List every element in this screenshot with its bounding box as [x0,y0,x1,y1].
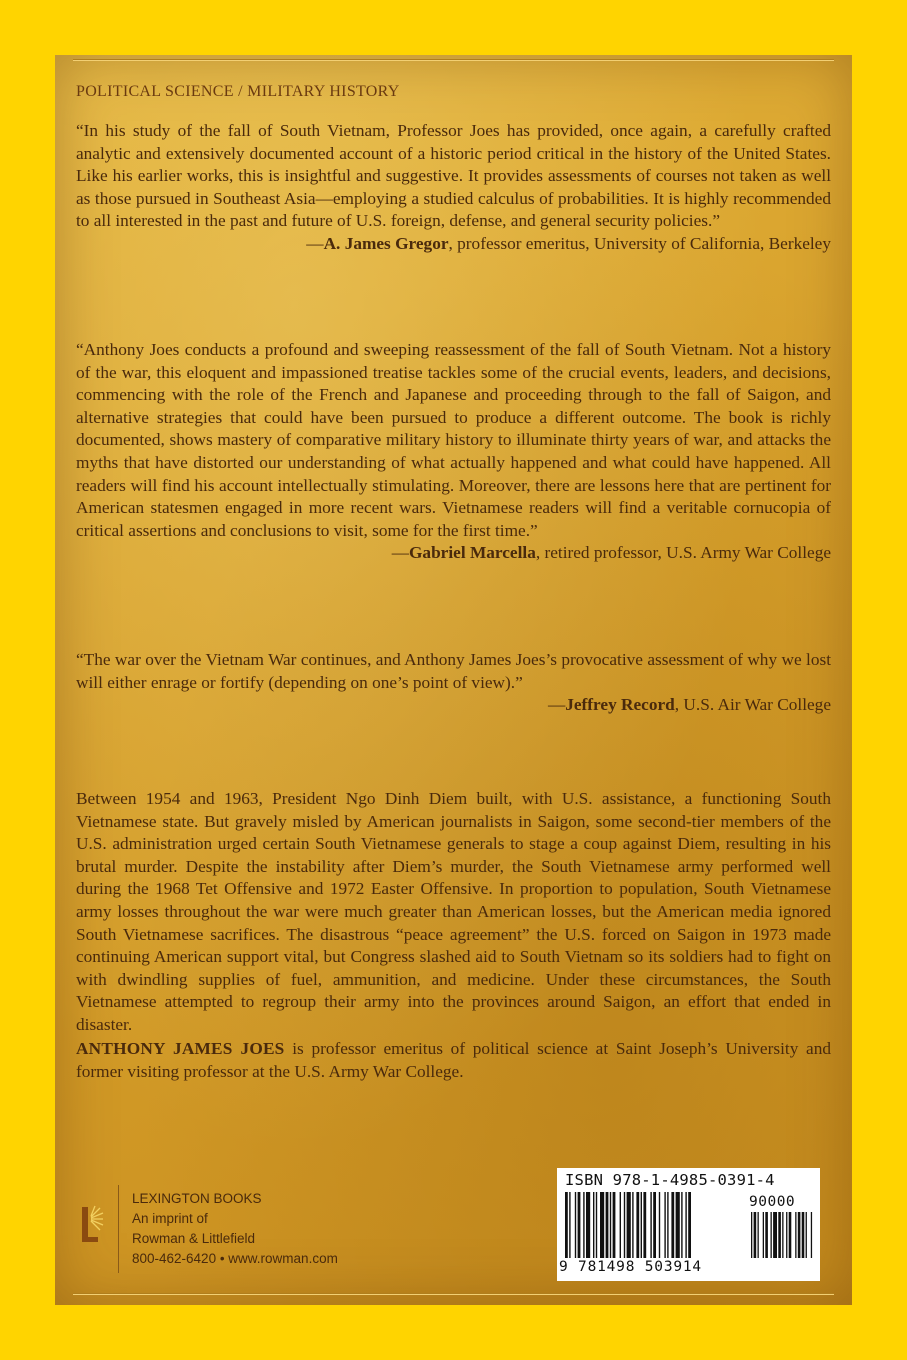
publisher-divider [118,1185,119,1273]
publisher-parent: Rowman & Littlefield [132,1231,256,1246]
author-bio-text: is professor emeritus of political science at Saint Joseph’s University and former visiting professor at the U.S. Army War College. [76,1039,831,1081]
isbn-label: ISBN 978-1-4985-0391-4 [565,1171,775,1189]
publisher-contact: 800-462-6420 • www.rowman.com [132,1251,338,1266]
author-name: ANTHONY JAMES JOES [76,1039,285,1058]
endorsement-quote-1 [76,120,831,256]
endorsement-quote-3 [76,649,831,717]
book-description: Between 1954 and 1963, President Ngo Dinh Diem built, with U.S. assistance, a functioning South Vietnamese state. But gravely misled by American journalists in Saigon, some second-tier members of the U.S. administration urged certain South Vietnamese generals to stage a coup against Diem, resulting in his brutal murder. Despite the instability after Diem’s murder, the South Vietnamese army performed well during the 1968 Tet Offensive and 1972 Easter Offensive. In proportion to population, South Vietnamese army losses throughout the war were much greater than American losses, but the American media ignored South Vietnamese sacrifices. The disastrous “peace agreement” the U.S. forced on Saigon in 1973 made continuing American support vital, but Congress slashed aid to South Vietnam so its soldiers had to fight on with dwindling supplies of fuel, ammunition, and medicine. Under these circumstances, the South Vietnamese attempted to regroup their army into the provinces around Saigon, an effort that ended in disaster. [76,789,831,1034]
quote-text: “The war over the Vietnam War continues, and Anthony James Joes’s provocative assessment of why we lost will either enrage or fortify (depending on one’s point of view).” [76,650,831,692]
lexington-logo-icon [78,1203,104,1245]
publisher-imprint: An imprint of [132,1211,208,1226]
quote-author-name: A. James Gregor [323,233,449,253]
publisher-info [132,1189,432,1269]
back-cover [55,55,852,1305]
quote-author-name: Jeffrey Record [565,695,675,715]
top-rule [73,59,834,61]
quote-attribution: —Gabriel Marcella, retired professor, U.S. Army War College [391,543,831,563]
quote-text: “Anthony Joes conducts a profound and sweeping reassessment of the fall of South Vietnam. Not a history of the war, this eloquent and impassioned treatise tackles some of the crucial events, leaders, and decisions, commencing with the role of the French and Japanese and proceeding through to the fall of Saigon, and alternative strategies that could have been pursued to produce a different outcome. The book is richly documented, shows mastery of comparative military history to illuminate thirty years of war, and attacks the myths that have distorted our understanding of what actually happened and what could have happened. All readers will find his account intellectually stimulating. Moreover, there are lessons here that are pertinent for American statesmen engaged in more recent wars. Vietnamese readers will find a veritable cornucopia of critical assertions and conclusions to visit, some for the first time.” [76,340,831,540]
barcode-addon-digits: 90000 [749,1194,796,1210]
barcode-digits: 9 781498 503914 [559,1259,702,1275]
bottom-rule [73,1293,834,1295]
quote-attribution: —Jeffrey Record, U.S. Air War College [547,695,831,715]
quote-author-name: Gabriel Marcella [408,543,536,563]
quote-text: “In his study of the fall of South Vietnam, Professor Joes has provided, once again, a carefully crafted analytic and extensively documented account of a historic period critical in the history of the United States. Like his earlier works, this is insightful and suggestive. It provides assessments of courses not taken as well as those pursued in Southeast Asia—employing a studied calculus of probabilities. It is highly recommended to all interested in the past and future of U.S. foreign, defense, and general security policies.” [76,121,831,231]
category-label: POLITICAL SCIENCE / MILITARY HISTORY [76,83,400,100]
publisher-name: LEXINGTON BOOKS [132,1191,262,1206]
quote-attribution: —A. James Gregor, professor emeritus, University of California, Berkeley [306,233,831,253]
endorsement-quote-2 [76,339,831,565]
author-bio [76,1038,831,1083]
isbn-barcode [557,1168,820,1281]
